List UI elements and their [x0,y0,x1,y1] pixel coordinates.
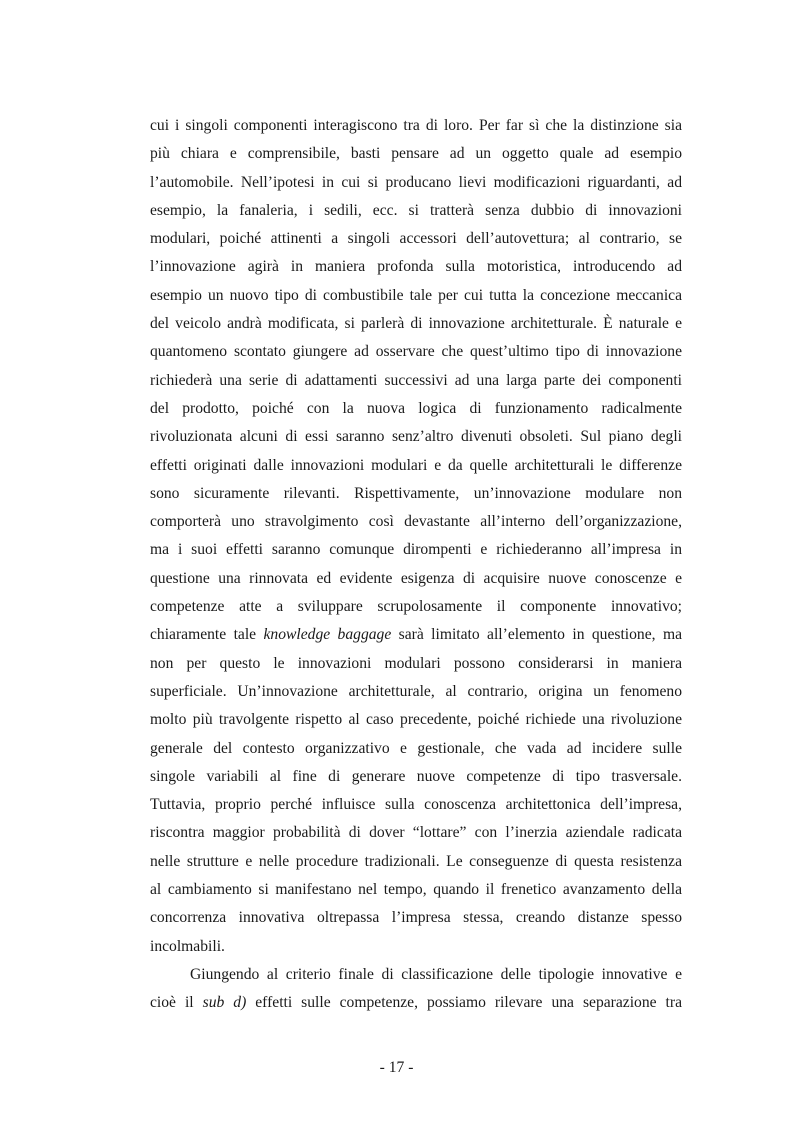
text-segment: richiederà una serie di adattamenti successivi ad una larga parte dei componenti [150,371,682,389]
text-line [150,791,682,819]
text-segment: molto più travolgente rispetto al caso precedente, poiché richiede una rivoluzione [150,711,682,729]
text-segment: singole variabili al fine di generare nuove competenze di tipo trasversale. [150,767,682,785]
text-line [150,989,682,1017]
text-segment: Giungendo al criterio finale di classificazione delle tipologie innovative e [190,965,682,983]
text-line [150,706,682,734]
text-segment: modulari, poiché attinenti a singoli accessori dell’autovettura; al contrario, se [150,230,682,248]
text-segment: l’automobile. Nell’ipotesi in cui si producano lievi modificazioni riguardanti, ad [150,173,682,191]
text-line [150,253,682,281]
text-line [150,480,682,508]
page-number: - 17 - [379,1059,414,1076]
text-line [150,876,682,904]
text-line [150,650,682,678]
italic-text: knowledge baggage [263,626,392,644]
text-segment: esempio un nuovo tipo di combustibile tale per cui tutta la concezione meccanica [150,286,682,304]
text-line [150,225,682,253]
body-text [150,112,682,1018]
text-segment: l’innovazione agirà in maniera profonda sulla motoristica, introducendo ad [150,258,682,276]
text-segment: riscontra maggior probabilità di dover “lottare” con l’inerzia aziendale radicata [150,824,682,842]
text-segment: concorrenza innovativa oltrepassa l’impresa stessa, creando distanze spesso [150,909,682,927]
text-segment: chiaramente tale [150,626,264,644]
text-line [150,282,682,310]
text-line [150,735,682,763]
text-segment: incolmabili. [150,937,225,955]
text-line [150,904,682,932]
text-segment: rivoluzionata alcuni di essi saranno senz’altro divenuti obsoleti. Sul piano degli [150,428,682,446]
text-segment: effetti sulle competenze, possiamo rilevare una separazione tra [246,994,682,1012]
text-line [150,395,682,423]
text-line [150,593,682,621]
text-segment: superficiale. Un’innovazione architetturale, al contrario, origina un fenomeno [150,682,682,700]
text-line [150,933,682,961]
text-segment: effetti originati dalle innovazioni modulari e da quelle architetturali le differenze [150,456,682,474]
text-line [150,678,682,706]
text-segment: non per questo le innovazioni modulari possono considerarsi in maniera [150,654,682,672]
text-line [150,508,682,536]
text-segment: Tuttavia, proprio perché influisce sulla conoscenza architettonica dell’impresa, [150,796,682,814]
text-segment: generale del contesto organizzativo e gestionale, che vada ad incidere sulle [150,739,682,757]
text-segment: del veicolo andrà modificata, si parlerà di innovazione architetturale. È naturale e [150,315,682,333]
text-line [150,819,682,847]
text-line [150,536,682,564]
text-segment: sono sicuramente rilevanti. Rispettivamente, un’innovazione modulare non [150,484,682,502]
text-segment: esempio, la fanaleria, i sedili, ecc. si tratterà senza dubbio di innovazioni [150,201,682,219]
text-segment: competenze atte a sviluppare scrupolosamente il componente innovativo; [150,598,682,616]
text-line [150,169,682,197]
text-line [150,338,682,366]
text-segment: cioè il [150,994,203,1012]
italic-text: sub d) [202,994,247,1012]
text-segment: quantomeno scontato giungere ad osservare che quest’ultimo tipo di innovazione [150,343,682,361]
text-segment: sarà limitato all’elemento in questione, ma [391,626,682,644]
text-segment: cui i singoli componenti interagiscono tra di loro. Per far sì che la distinzione sia [150,117,682,134]
text-line [150,565,682,593]
text-line [150,621,682,649]
text-segment: del prodotto, poiché con la nuova logica di funzionamento radicalmente [150,399,682,417]
text-line [150,763,682,791]
text-segment: questione una rinnovata ed evidente esigenza di acquisire nuove conoscenze e [150,569,682,587]
text-line [150,452,682,480]
text-line [150,961,682,989]
text-segment: comporterà uno stravolgimento così devastante all’interno dell’organizzazione, [150,513,682,531]
text-line [150,423,682,451]
text-segment: più chiara e comprensibile, basti pensare ad un oggetto quale ad esempio [150,145,682,163]
text-segment: al cambiamento si manifestano nel tempo, quando il frenetico avanzamento della [150,881,682,899]
text-line [150,140,682,168]
text-line [150,310,682,338]
text-line [150,848,682,876]
text-segment: ma i suoi effetti saranno comunque dirompenti e richiederanno all’impresa in [150,541,682,559]
text-line [150,367,682,395]
text-line [150,197,682,225]
text-line [150,112,682,140]
text-segment: nelle strutture e nelle procedure tradizionali. Le conseguenze di questa resistenza [150,852,682,870]
